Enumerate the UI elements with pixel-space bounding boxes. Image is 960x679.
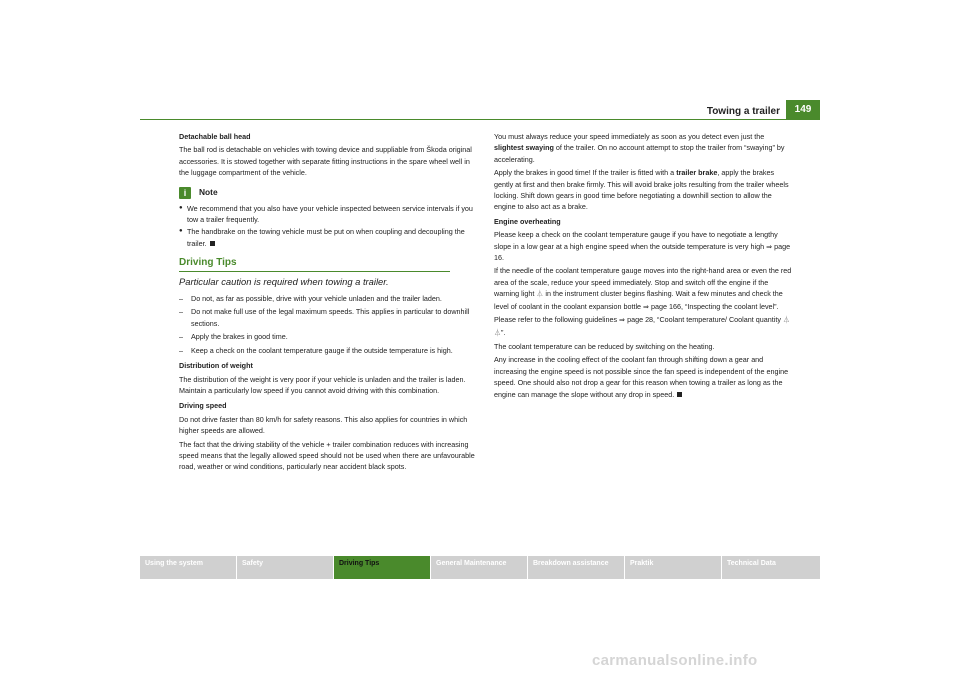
note-bullet-text: The handbrake on the towing vehicle must be put on when coupling and decoupling the trailer. xyxy=(187,227,465,248)
list-item-text: Do not make full use of the legal maximum speeds. This applies in particular to downhill sections. xyxy=(191,307,470,328)
needle-paragraph xyxy=(494,265,794,312)
page-number: 149 xyxy=(786,100,820,119)
tab-safety[interactable]: Safety xyxy=(237,556,333,579)
header-rule xyxy=(140,119,820,120)
left-column xyxy=(179,131,481,475)
end-of-section-icon xyxy=(677,392,682,397)
tab-praktik[interactable]: Praktik xyxy=(625,556,721,579)
note-bullet-text: We recommend that you also have your vehicle inspected between service intervals if you tow a trailer frequently. xyxy=(187,203,473,225)
text-run: Any increase in the cooling effect of the coolant fan through shifting down a gear and increasing the engine speed is not possible since the fan speed is independent of the engine speed. One should also not drop a gear for this reason when towing a trailer as long as the engine can manage the slope without any drop in speed. xyxy=(494,355,789,399)
bullet-dot-icon: ● xyxy=(179,228,183,235)
brakes-paragraph xyxy=(494,167,794,213)
list-item: – Do not, as far as possible, drive with your vehicle unladen and the trailer laden. xyxy=(179,294,442,304)
bullet-dot-icon: ● xyxy=(179,204,183,211)
tab-using-the-system[interactable]: Using the system xyxy=(140,556,236,579)
list-item-text: Keep a check on the coolant temperature gauge if the outside temperature is high. xyxy=(191,345,453,355)
note-title: Note xyxy=(199,186,218,197)
text-run: in the instrument cluster begins flashing. Wait a few minutes and check the level of coolant in the coolant expansion bottle ⇒ page 166, “Inspecting the coolant level”. xyxy=(494,289,783,311)
fan-paragraph xyxy=(494,354,794,400)
tab-general-maintenance[interactable]: General Maintenance xyxy=(431,556,527,579)
list-item: – Keep a check on the coolant temperature gauge if the outside temperature is high. xyxy=(179,345,453,355)
tab-breakdown-assistance[interactable]: Breakdown assistance xyxy=(528,556,624,579)
list-item-text: Do not, as far as possible, drive with your vehicle unladen and the trailer laden. xyxy=(191,294,442,304)
text-run: You must always reduce your speed immediately as soon as you detect even just the xyxy=(494,132,765,141)
text-run: Apply the brakes in good time! If the trailer is fitted with a xyxy=(494,168,677,178)
list-item: – Apply the brakes in good time. xyxy=(179,332,288,342)
list-item: – Do not make full use of the legal maximum speeds. This applies in particular to downhill sections. xyxy=(179,306,481,329)
coolant-quantity-icon: ⏃ xyxy=(494,329,501,337)
footer-nav xyxy=(140,556,820,579)
tab-driving-tips[interactable]: Driving Tips xyxy=(334,556,430,579)
section-title: Driving Tips xyxy=(179,257,450,271)
end-of-section-icon xyxy=(210,241,215,246)
ball-head-text: The ball rod is detachable on vehicles with towing device and suppliable from Škoda original accessories. It is stowed together with separate fitting instructions in the spare wheel well in the luggage compartment of the vehicle. xyxy=(179,145,472,178)
text-run-bold: trailer brake xyxy=(676,168,718,178)
text-run: ”. xyxy=(501,327,506,337)
tab-technical-data[interactable]: Technical Data xyxy=(722,556,820,579)
info-icon: i xyxy=(179,187,191,199)
list-item-text: Apply the brakes in good time. xyxy=(191,332,288,342)
coolant-warning-icon: ⏃ xyxy=(536,291,544,299)
weight-text: The distribution of the weight is very poor if your vehicle is unladen and the trailer is laden. Maintain a particularly low speed if you cannot avoid driving with this combination. xyxy=(179,374,466,395)
text-run: Please refer to the following guidelines ⇒ page 28, “Coolant temperature/ Coolant quantity xyxy=(494,315,783,325)
ball-head-title: Detachable ball head xyxy=(179,132,251,141)
text-run-bold: slightest swaying xyxy=(494,143,554,153)
coolant-temperature-icon: ⏃ xyxy=(782,317,790,325)
watermark: carmanualsonline.info xyxy=(592,652,758,669)
swaying-paragraph xyxy=(494,131,794,165)
speed-text-1: Do not drive faster than 80 km/h for safety reasons. This also applies for countries in which higher speeds are allowed. xyxy=(179,414,468,436)
right-column xyxy=(494,131,794,402)
guidelines-paragraph xyxy=(494,314,794,339)
note-bullet xyxy=(179,203,481,226)
speed-text-2: The fact that the driving stability of the vehicle + trailer combination reduces with increasing speed means that the legally allowed speed should not be used when there are unfavourable road, weather or wind conditions, particularly near accident black spots. xyxy=(179,439,475,472)
section-subtitle: Particular caution is required when towing a trailer. xyxy=(179,275,389,287)
page-header-title: Towing a trailer xyxy=(706,106,780,117)
weight-title: Distribution of weight xyxy=(179,361,253,371)
overheating-paragraph: Please keep a check on the coolant temperature gauge if you have to negotiate a lengthy slope in a low gear at a high engine speed when the outside temperature is very high ⇒ page 16. xyxy=(494,230,791,263)
overheating-title: Engine overheating xyxy=(494,216,561,226)
text-run: of the trailer. On no account attempt to stop the trailer from “swaying” by accelerating. xyxy=(494,143,785,164)
note-bullet xyxy=(179,226,481,249)
speed-title: Driving speed xyxy=(179,401,227,411)
text-run: If the needle of the coolant temperature gauge moves into the right-hand area or even the red area of the scale, reduce your speed immediately. Stop and switch off the engine if the warning light xyxy=(494,266,792,299)
heating-paragraph: The coolant temperature can be reduced by switching on the heating. xyxy=(494,341,715,351)
note-heading xyxy=(179,187,481,199)
text-run: , apply the brakes gently at first and then brake firmly. This will avoid brake jolts resulting from the trailer wheels locking. Shift down gears in good time before negotiating a downhill section to allow the engine to also act as a brake. xyxy=(494,168,789,212)
